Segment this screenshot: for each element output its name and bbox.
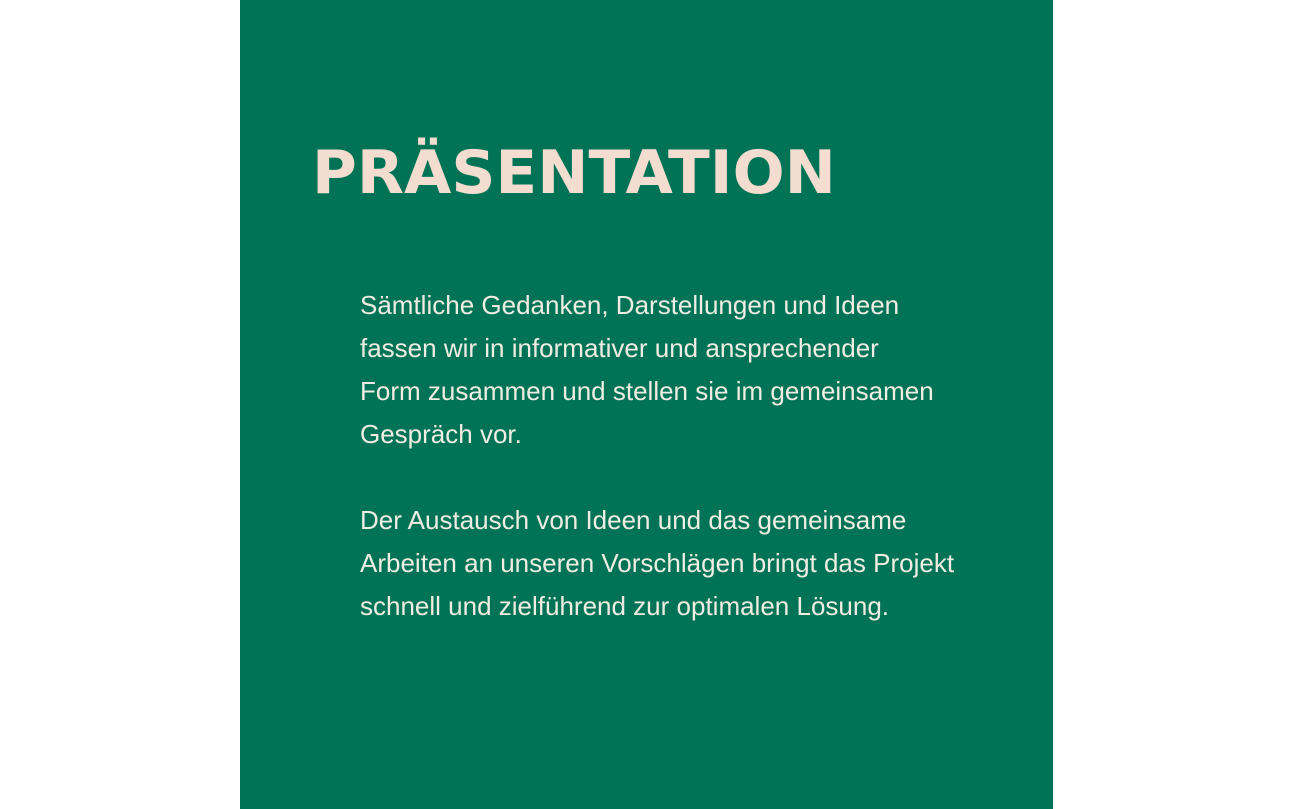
page-title: PRÄSENTATION — [312, 138, 836, 208]
text-line: Gespräch vor. — [360, 419, 522, 449]
text-line: Sämtliche Gedanken, Darstellungen und Ideen — [360, 290, 900, 320]
body-text — [360, 284, 1040, 628]
text-line: Arbeiten an unseren Vorschlägen bringt das Projekt — [360, 548, 955, 578]
paragraph-presentation-intro — [360, 284, 1040, 456]
text-line: fassen wir in informativer und ansprechender — [360, 333, 879, 363]
green-content-panel — [240, 0, 1053, 809]
text-line: Der Austausch von Ideen und das gemeinsame — [360, 505, 907, 535]
text-line: schnell und zielführend zur optimalen Lösung. — [360, 591, 890, 621]
text-line: Form zusammen und stellen sie im gemeinsamen — [360, 376, 934, 406]
paragraph-exchange-ideas — [360, 499, 1040, 628]
